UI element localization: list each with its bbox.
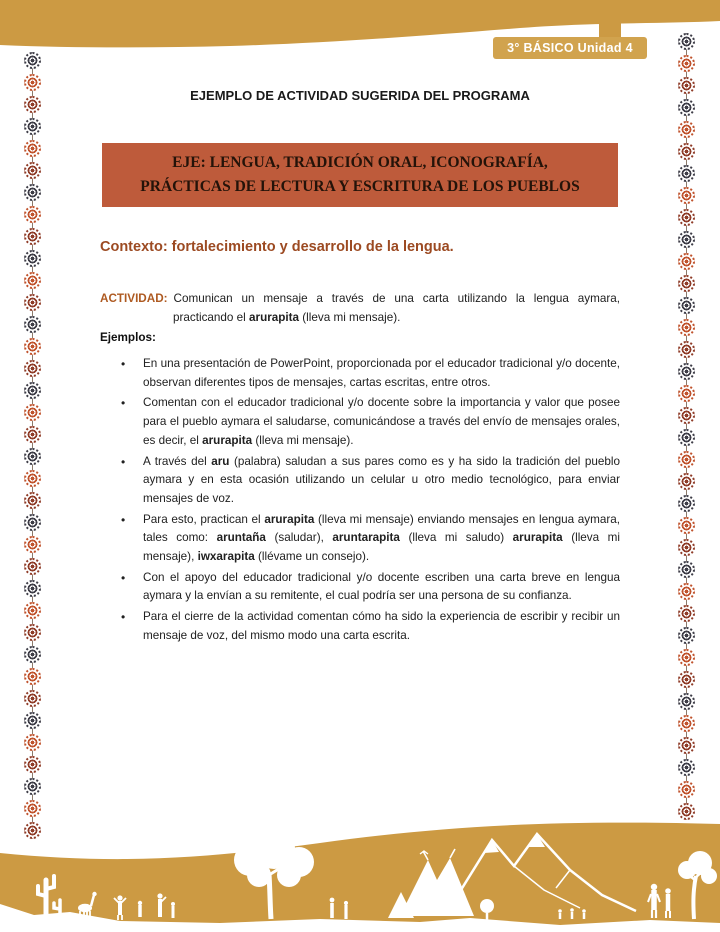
- ornament-medallion-icon: [24, 734, 41, 751]
- ornament-medallion-icon: [24, 52, 41, 69]
- eje-banner-line1: EJE: LENGUA, TRADICIÓN ORAL, ICONOGRAFÍA,: [172, 154, 548, 171]
- ornament-medallion-icon: [678, 517, 695, 534]
- example-item: [100, 453, 620, 509]
- ornament-medallion-icon: [678, 627, 695, 644]
- unit-badge: 3° BÁSICO Unidad 4: [493, 37, 647, 59]
- ornament-medallion-icon: [678, 649, 695, 666]
- ornament-medallion-icon: [678, 275, 695, 292]
- ornament-medallion-icon: [678, 429, 695, 446]
- ornament-medallion-icon: [678, 451, 695, 468]
- ornament-medallion-icon: [24, 514, 41, 531]
- example-text: Con el apoyo del educador tradicional y/o docente escriben una carta breve en lengua aymara y la envían a su remitente, el cual podría ser una persona de su confianza.: [143, 570, 620, 603]
- activity-paragraph: [100, 290, 620, 327]
- ornament-medallion-icon: [24, 228, 41, 245]
- ornament-medallion-icon: [24, 338, 41, 355]
- eje-banner-line2: PRÁCTICAS DE LECTURA Y ESCRITURA DE LOS PUEBLOS: [140, 178, 580, 195]
- ornament-medallion-icon: [678, 319, 695, 336]
- ornament-medallion-icon: [24, 74, 41, 91]
- ornament-medallion-icon: [24, 382, 41, 399]
- ornament-medallion-icon: [24, 778, 41, 795]
- ornament-medallion-icon: [24, 184, 41, 201]
- ornament-medallion-icon: [678, 715, 695, 732]
- ornament-medallion-icon: [24, 756, 41, 773]
- ornament-medallion-icon: [24, 162, 41, 179]
- ornament-medallion-icon: [24, 712, 41, 729]
- ornament-medallion-icon: [678, 473, 695, 490]
- ornament-medallion-icon: [678, 495, 695, 512]
- ornament-medallion-icon: [24, 646, 41, 663]
- ornament-medallion-icon: [678, 33, 695, 50]
- ornament-medallion-icon: [24, 800, 41, 817]
- ornament-medallion-icon: [24, 206, 41, 223]
- examples-list: [100, 355, 620, 648]
- ornament-medallion-icon: [24, 140, 41, 157]
- ornament-medallion-icon: [678, 297, 695, 314]
- bullet-icon: •: [121, 396, 126, 411]
- ornament-medallion-icon: [678, 385, 695, 402]
- ornament-medallion-icon: [678, 759, 695, 776]
- ornament-medallion-icon: [678, 737, 695, 754]
- ornament-medallion-icon: [678, 77, 695, 94]
- ornament-medallion-icon: [24, 492, 41, 509]
- bullet-icon: •: [121, 570, 126, 585]
- example-text: Comentan con el educador tradicional y/o docente sobre la importancia y valor que posee para el pueblo aymara el saludarse, comunicándose a través del envío de mensajes orales, es decir, el arurapita (lleva mi mensaje).: [143, 396, 620, 447]
- ornament-medallion-icon: [678, 231, 695, 248]
- ornament-medallion-icon: [678, 341, 695, 358]
- ornament-medallion-icon: [24, 250, 41, 267]
- ornament-medallion-icon: [678, 55, 695, 72]
- ornament-medallion-icon: [678, 693, 695, 710]
- ornament-medallion-icon: [678, 605, 695, 622]
- footer-gold-wave: [0, 823, 720, 932]
- ornament-medallion-icon: [678, 121, 695, 138]
- ornament-border-right: [678, 33, 695, 820]
- ornament-medallion-icon: [678, 407, 695, 424]
- bullet-icon: •: [121, 454, 126, 469]
- bullet-icon: •: [121, 357, 126, 371]
- ornament-medallion-icon: [24, 558, 41, 575]
- page-title: EJEMPLO DE ACTIVIDAD SUGERIDA DEL PROGRAMA: [190, 88, 530, 103]
- example-item: [100, 569, 620, 606]
- example-text: Para el cierre de la actividad comentan cómo ha sido la experiencia de escribir y recibir un mensaje de voz, del mismo modo una carta escrita.: [143, 610, 620, 642]
- ornament-medallion-icon: [24, 470, 41, 487]
- ornament-medallion-icon: [678, 165, 695, 182]
- ornament-medallion-icon: [24, 360, 41, 377]
- activity-description: Comunican un mensaje a través de una carta utilizando la lengua aymara, practicando el arurapita (lleva mi mensaje).: [173, 292, 620, 324]
- ornament-medallion-icon: [24, 624, 41, 641]
- bullet-icon: •: [121, 512, 126, 527]
- example-item: [100, 511, 620, 567]
- example-item: [100, 394, 620, 450]
- example-text: Para esto, practican el arurapita (lleva mi mensaje) enviando mensajes en lengua aymara, tales como: aruntaña (saludar), aruntarapita (lleva mi saludo) arurapita (lleva mi mensaje), iwxarapita (llévame un consejo).: [143, 512, 620, 564]
- ornament-medallion-icon: [678, 363, 695, 380]
- ornament-medallion-icon: [24, 690, 41, 707]
- ornament-medallion-icon: [678, 539, 695, 556]
- ornament-medallion-icon: [678, 209, 695, 226]
- ornament-medallion-icon: [24, 272, 41, 289]
- ornament-medallion-icon: [678, 583, 695, 600]
- example-item: [100, 608, 620, 645]
- ornament-medallion-icon: [24, 404, 41, 421]
- example-text: A través del aru (palabra) saludan a sus pares como es y ha sido la tradición del pueblo aymara y en esta ocasión utilizando un celular u otro medio tecnológico, para enviar mensajes de voz.: [143, 454, 620, 505]
- ornament-medallion-icon: [24, 118, 41, 135]
- eje-banner: [102, 143, 618, 207]
- ornament-medallion-icon: [678, 99, 695, 116]
- ornament-medallion-icon: [24, 316, 41, 333]
- activity-label: ACTIVIDAD:: [100, 292, 168, 305]
- ornament-medallion-icon: [24, 580, 41, 597]
- ornament-medallion-icon: [678, 253, 695, 270]
- example-item: [100, 355, 620, 392]
- ornament-medallion-icon: [24, 448, 41, 465]
- ornament-medallion-icon: [678, 671, 695, 688]
- ornament-medallion-icon: [24, 668, 41, 685]
- ornament-medallion-icon: [678, 781, 695, 798]
- examples-label: Ejemplos:: [100, 331, 156, 344]
- ornament-medallion-icon: [24, 536, 41, 553]
- ornament-medallion-icon: [678, 187, 695, 204]
- ornament-border-left: [24, 52, 41, 839]
- footer-landscape: [0, 818, 720, 932]
- ornament-medallion-icon: [678, 143, 695, 160]
- ornament-medallion-icon: [24, 426, 41, 443]
- ornament-medallion-icon: [678, 561, 695, 578]
- ornament-medallion-icon: [24, 96, 41, 113]
- context-heading: Contexto: fortalecimiento y desarrollo de la lengua.: [100, 239, 454, 255]
- ornament-medallion-icon: [24, 602, 41, 619]
- bullet-icon: •: [121, 610, 126, 625]
- example-text: En una presentación de PowerPoint, proporcionada por el educador tradicional y/o docente, observan diferentes tipos de mensajes, cartas escritas, entre otros.: [143, 357, 620, 389]
- ornament-medallion-icon: [24, 294, 41, 311]
